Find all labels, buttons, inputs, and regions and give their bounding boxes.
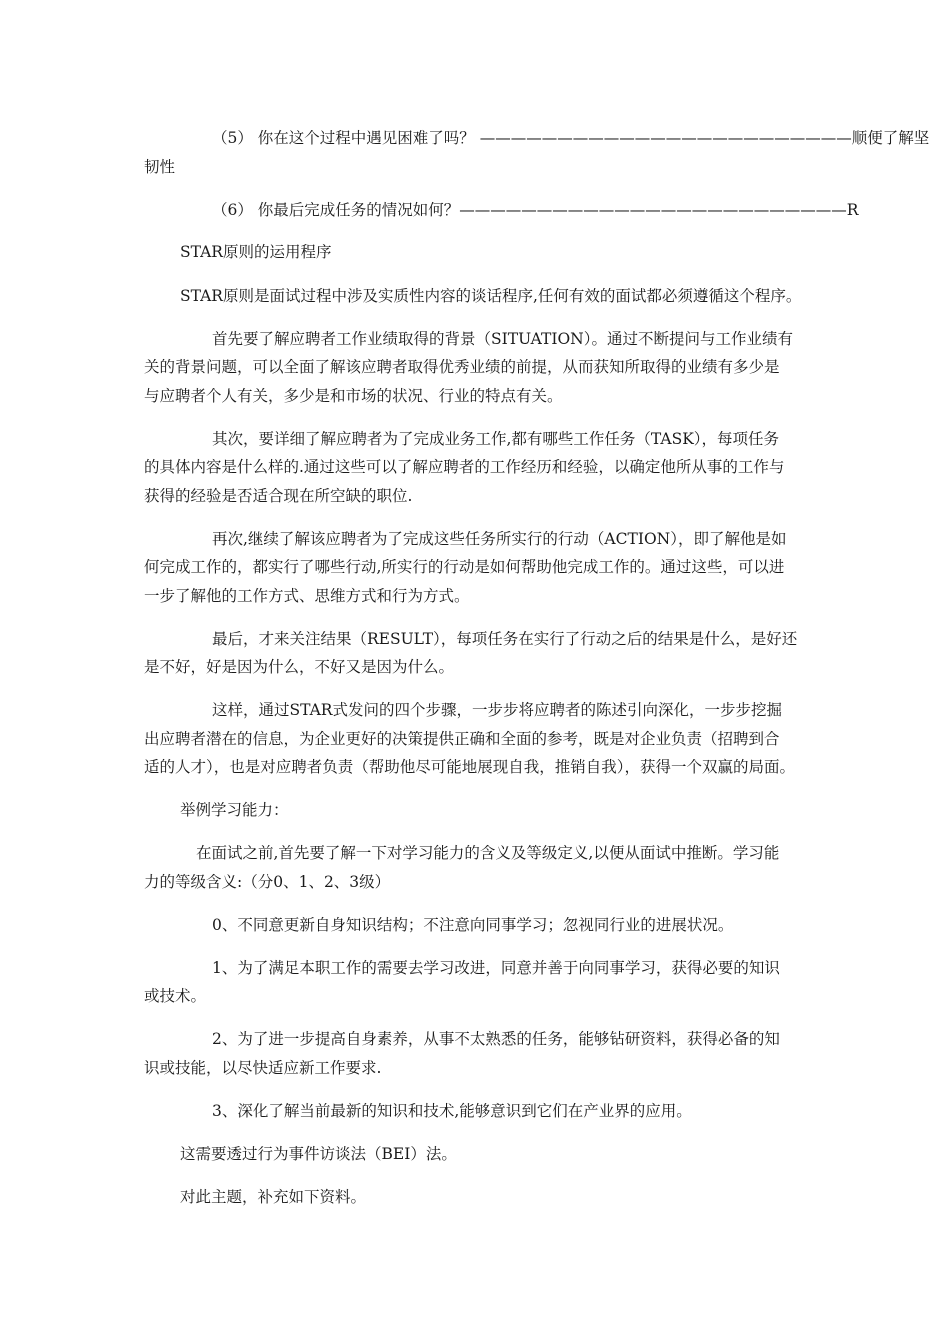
learning-ability-intro-line-2: 力的等级含义:（分0、1、2、3级） (144, 873, 391, 891)
level-3-line: 3、深化了解当前最新的知识和技术,能够意识到它们在产业界的应用。 (212, 1102, 692, 1120)
task-paragraph-line-2: 的具体内容是什么样的.通过这些可以了解应聘者的工作经历和经验，以确定他所从事的工作与 (144, 458, 785, 476)
level-1-line-2: 或技术。 (144, 987, 207, 1005)
summary-paragraph-line-1: 这样，通过STAR式发问的四个步骤，一步步将应聘者的陈述引向深化，一步步挖掘 (212, 701, 782, 719)
situation-paragraph-line-2: 关的背景问题，可以全面了解该应聘者取得优秀业绩的前提，从而获知所取得的业绩有多少是 (144, 358, 780, 376)
section-heading-star-procedure: STAR原则的运用程序 (180, 243, 332, 261)
level-0-line: 0、不同意更新自身知识结构；不注意向同事学习；忽视同行业的进展状况。 (212, 916, 734, 934)
supplement-line: 对此主题，补充如下资料。 (180, 1188, 367, 1206)
star-definition-paragraph: STAR原则是面试过程中涉及实质性内容的谈话程序,任何有效的面试都必须遵循这个程序。 (180, 287, 802, 305)
action-paragraph-line-2: 何完成工作的，都实行了哪些行动,所实行的行动是如何帮助他完成工作的。通过这些，可以进 (144, 558, 785, 576)
example-heading: 举例学习能力： (180, 801, 289, 819)
action-paragraph-line-1: 再次,继续了解该应聘者为了完成这些任务所实行的行动（ACTION），即了解他是如 (212, 530, 787, 548)
level-1-line-1: 1、为了满足本职工作的需要去学习改进，同意并善于向同事学习，获得必要的知识 (212, 959, 780, 977)
summary-paragraph-line-2: 出应聘者潜在的信息，为企业更好的决策提供正确和全面的参考，既是对企业负责（招聘到合 (144, 730, 780, 748)
question-5-line-1: （5） 你在这个过程中遇见困难了吗？ ————————————————————————顺便了解坚 (212, 129, 930, 147)
bei-method-line: 这需要透过行为事件访谈法（BEI）法。 (180, 1145, 457, 1163)
learning-ability-intro-line-1: 在面试之前,首先要了解一下对学习能力的含义及等级定义,以便从面试中推断。学习能 (196, 844, 780, 862)
level-2-line-2: 识或技能，以尽快适应新工作要求. (144, 1059, 382, 1077)
action-paragraph-line-3: 一步了解他的工作方式、思维方式和行为方式。 (144, 587, 470, 605)
result-paragraph-line-1: 最后，才来关注结果（RESULT），每项任务在实行了行动之后的结果是什么，是好还 (212, 630, 798, 648)
summary-paragraph-line-3: 适的人才），也是对应聘者负责（帮助他尽可能地展现自我，推销自我），获得一个双赢的局面。 (144, 758, 796, 776)
task-paragraph-line-3: 获得的经验是否适合现在所空缺的职位. (144, 487, 413, 505)
question-6-line: （6） 你最后完成任务的情况如何？—————————————————————————R (212, 201, 859, 219)
situation-paragraph-line-1: 首先要了解应聘者工作业绩取得的背景（SITUATION）。通过不断提问与工作业绩有 (212, 330, 793, 348)
task-paragraph-line-1: 其次，要详细了解应聘者为了完成业务工作,都有哪些工作任务（TASK），每项任务 (212, 430, 780, 448)
result-paragraph-line-2: 是不好，好是因为什么，不好又是因为什么。 (144, 658, 455, 676)
level-2-line-1: 2、为了进一步提高自身素养，从事不太熟悉的任务，能够钻研资料，获得必备的知 (212, 1030, 780, 1048)
question-5-line-2: 韧性 (144, 158, 176, 176)
situation-paragraph-line-3: 与应聘者个人有关，多少是和市场的状况、行业的特点有关。 (144, 387, 563, 405)
